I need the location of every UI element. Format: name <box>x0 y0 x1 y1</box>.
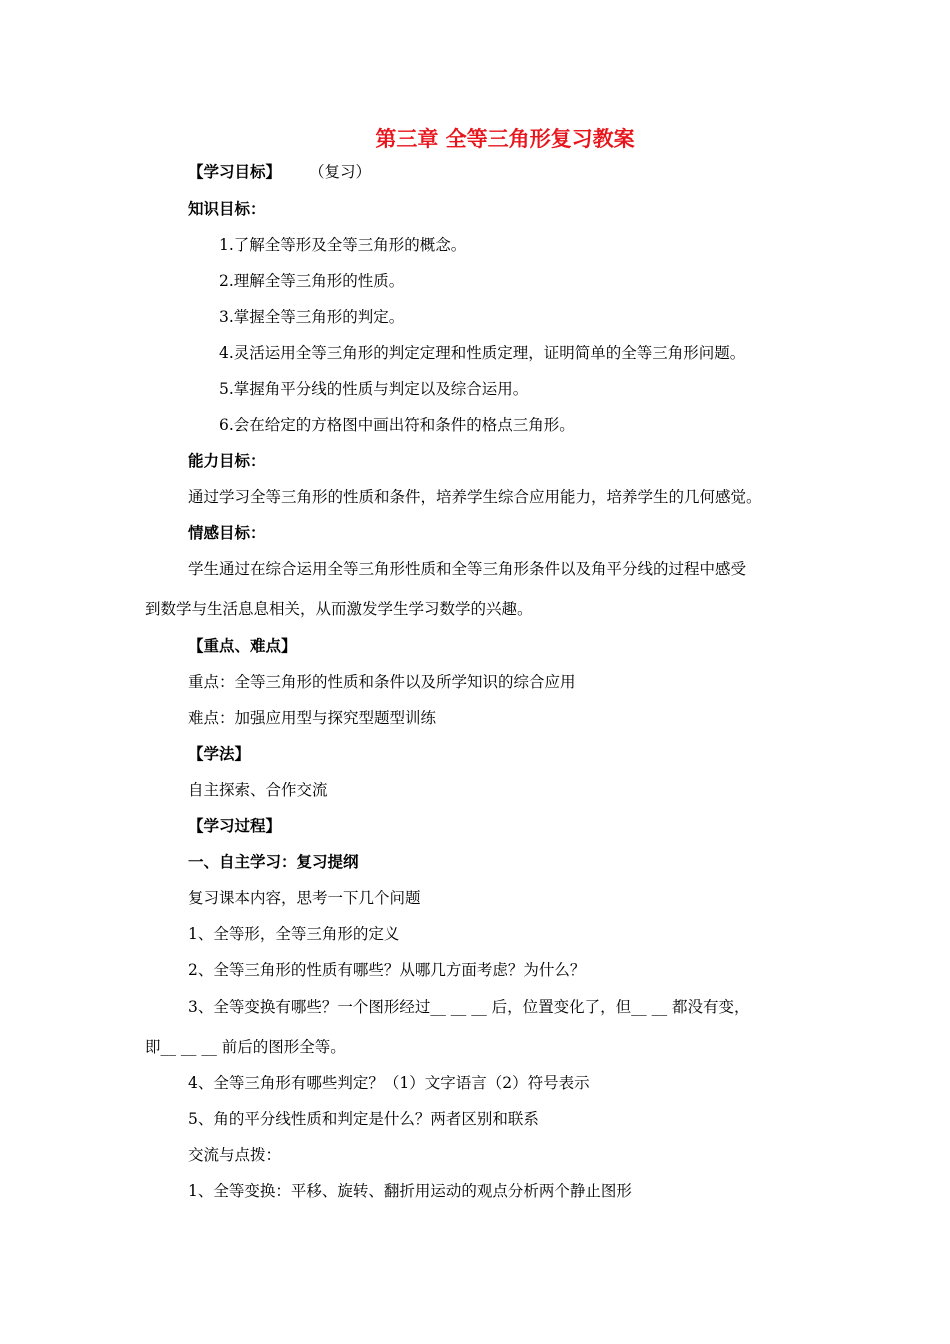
question-5: 5、角的平分线性质和判定是什么？两者区别和联系 <box>188 1110 539 1128</box>
knowledge-item-5: 5.掌握角平分线的性质与判定以及综合运用。 <box>219 380 529 398</box>
ability-heading: 能力目标： <box>188 452 266 470</box>
knowledge-item-6: 6.会在给定的方格图中画出符和条件的格点三角形。 <box>219 416 575 434</box>
emotion-heading: 情感目标： <box>188 524 266 542</box>
process-heading: 【学习过程】 <box>188 817 282 835</box>
section-1-heading: 一、自主学习：复习提纲 <box>188 853 359 871</box>
question-4: 4、全等三角形有哪些判定？（1）文字语言（2）符号表示 <box>188 1074 590 1092</box>
question-3-line-1: 3、全等变换有哪些？一个图形经过__ __ __ 后，位置变化了，但__ __ 都没有变， <box>188 998 750 1016</box>
method-heading: 【学法】 <box>188 745 251 763</box>
objectives-heading-note: （复习） <box>309 163 372 181</box>
knowledge-item-3: 3.掌握全等三角形的判定。 <box>219 308 405 326</box>
emotion-text-line-2: 到数学与生活息息相关，从而激发学生学习数学的兴趣。 <box>145 600 533 618</box>
knowledge-item-1: 1.了解全等形及全等三角形的概念。 <box>219 236 467 254</box>
method-text: 自主探索、合作交流 <box>188 781 328 799</box>
knowledge-item-2: 2.理解全等三角形的性质。 <box>219 272 405 290</box>
page-title-text: 第三章 全等三角形复习教案 <box>375 127 635 151</box>
key-points-heading: 【重点、难点】 <box>188 637 297 655</box>
section-1-intro: 复习课本内容，思考一下几个问题 <box>188 889 421 907</box>
question-1: 1、全等形，全等三角形的定义 <box>188 925 400 943</box>
emotion-text-line-1: 学生通过在综合运用全等三角形性质和全等三角形条件以及角平分线的过程中感受 <box>188 560 747 578</box>
page-title <box>0 126 950 152</box>
objectives-heading <box>188 162 281 182</box>
ability-text: 通过学习全等三角形的性质和条件，培养学生综合应用能力，培养学生的几何感觉。 <box>188 488 762 506</box>
question-3-line-2: 即__ __ __ 前后的图形全等。 <box>145 1038 346 1056</box>
objectives-heading-text: 【学习目标】 <box>188 163 282 181</box>
question-2: 2、全等三角形的性质有哪些？从哪几方面考虑？为什么？ <box>188 961 586 979</box>
key-points-focus: 重点：全等三角形的性质和条件以及所学知识的综合应用 <box>188 673 576 691</box>
knowledge-heading: 知识目标： <box>188 200 266 218</box>
exchange-heading: 交流与点拨： <box>188 1146 282 1164</box>
exchange-item-1: 1、全等变换：平移、旋转、翻折用运动的观点分析两个静止图形 <box>188 1182 632 1200</box>
key-points-difficulty: 难点：加强应用型与探究型题型训练 <box>188 709 437 727</box>
knowledge-item-4: 4.灵活运用全等三角形的判定定理和性质定理，证明简单的全等三角形问题。 <box>219 344 746 362</box>
